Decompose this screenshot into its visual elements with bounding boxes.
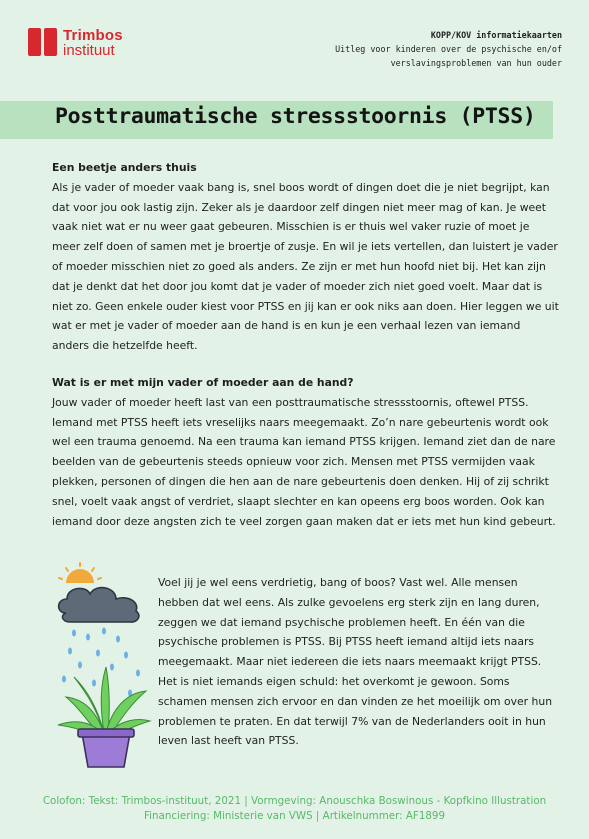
logo-mark-icon xyxy=(28,28,58,56)
section-body-2: Jouw vader of moeder heeft last van een posttraumatische stressstoornis, oftewel PTSS. Iemand met PTSS heeft iets vreselijks naars meegemaakt. Zo’n nare gebeurtenis wordt ook wel een trauma genoemd. Na een trauma kan iemand PTSS krijgen. Iemand ziet dan de nare beelden van de gebeurtenis steeds opnieuw voor zich. Mensen met PTSS vermijden vaak plekken, personen of dingen die hen aan de nare gebeurtenis doen denken. Hij of zij schrikt snel, voelt vaak angst of verdriet, slaapt slechter en kan opeens erg boos worden. Ook kan iemand door deze angsten zich te veel zorgen gaan maken dat er iets met hun kind gebeurt. xyxy=(52,395,556,528)
page-title: Posttraumatische stressstoornis (PTSS) xyxy=(55,104,536,129)
series-title: KOPP/KOV informatiekaarten xyxy=(430,30,562,40)
colofon-line-2: Financiering: Ministerie van VWS | Artikelnummer: AF1899 xyxy=(143,810,446,822)
colofon xyxy=(0,794,589,824)
section-heading-2: Wat is er met mijn vader of moeder aan de hand? xyxy=(52,375,354,389)
aside-text: Voel jij je wel eens verdrietig, bang of boos? Vast wel. Alle mensen hebben dat wel eens. Als zulke gevoelens erg sterk zijn en lang duren, zeggen we dat iemand psychische problemen heeft. En één van die psychische problemen is PTSS. Bij PTSS heeft iemand altijd iets naars meegemaakt. Maar niet iedereen die iets naars meemaakt krijgt PTSS. Het is niet iemands eigen schuld: het overkomt je gewoon. Soms schamen mensen zich ervoor en dan vinden ze het moeilijk om over hun problemen te praten. En dat terwijl 7% van de Nederlanders ooit in hun leven last heeft van PTSS. xyxy=(158,576,553,748)
logo-wordmark xyxy=(63,28,123,58)
sun-icon xyxy=(59,563,101,583)
series-subtitle-1: Uitleg voor kinderen over de psychische en/of xyxy=(335,44,562,54)
plant-leaves-icon xyxy=(58,667,150,737)
series-subtitle-2: verslavingsproblemen van hun ouder xyxy=(390,58,562,68)
flower-pot-icon xyxy=(78,729,134,767)
colofon-line-1: Colofon: Tekst: Trimbos-instituut, 2021 | Vormgeving: Anouschka Boswinous - Kopfkino Illustration xyxy=(42,795,547,807)
rain-cloud-plant-illustration xyxy=(54,561,154,771)
logo-line-1: Trimbos xyxy=(63,27,123,44)
logo-line-2: instituut xyxy=(63,42,115,59)
series-header xyxy=(335,28,562,70)
main-content xyxy=(52,158,560,531)
section-body-1: Als je vader of moeder vaak bang is, snel boos wordt of dingen doet die je niet begrijpt, kan dat voor jou ook lastig zijn. Zeker als je daardoor zelf dingen niet meer mag of kan. Je weet vaak niet wat er nu weer gaat gebeuren. Misschien is er thuis wel vaker ruzie of moet je meer zelf doen of samen met je broertje of zusje. En wil je iets vertellen, dan luistert je vader of moeder misschien niet zo goed als anders. Ze zijn er met hun hoofd niet bij. Het kan zijn dat je denkt dat het door jou komt dat je vader of moeder zich niet goed voelt. Maar dat is niet zo. Geen enkele ouder kiest voor PTSS en jij kan er ook niks aan doen. Hier leggen we uit wat er met je vader of moeder aan de hand is en kun je een verhaal lezen van iemand anders die hetzelfde heeft. xyxy=(52,180,559,353)
cloud-icon xyxy=(59,588,139,623)
raindrops-icon xyxy=(62,628,140,697)
section-heading-1: Een beetje anders thuis xyxy=(52,161,197,174)
trimbos-logo xyxy=(28,28,123,58)
